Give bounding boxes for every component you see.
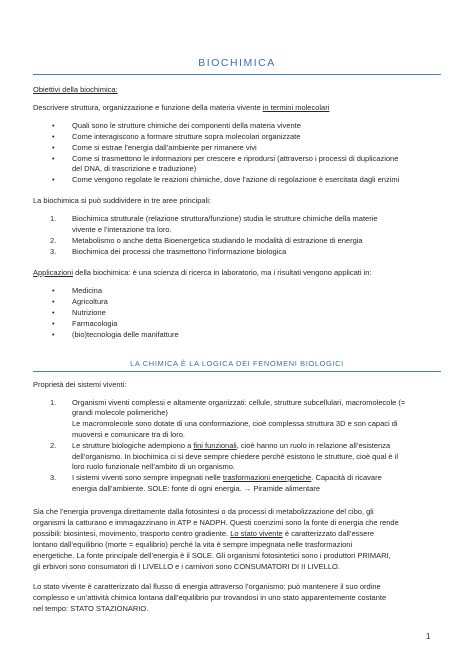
objective-item: Quali sono le strutture chimiche dei componenti della materia vivente (72, 121, 301, 130)
property-line: I sistemi viventi sono sempre impegnati nelle trasformazioni energetiche. Capacità di ricavare (72, 473, 382, 482)
list-number: 3. (50, 473, 57, 482)
document-title: BIOCHIMICA (198, 57, 276, 69)
list-number: 1. (50, 214, 57, 223)
property-line: Le macromolecole sono dotate di una conformazione, cioè complessa struttura 3D e son capaci di (72, 419, 398, 428)
bullet-marker: • (52, 308, 55, 317)
area-item: Biochimica strutturale (relazione struttura/funzione) studia le strutture chimiche della materie (72, 214, 378, 223)
list-number: 2. (50, 441, 57, 450)
application-item: (bio)tecnologia delle manifatture (72, 330, 179, 339)
section-title: LA CHIMICA È LA LOGICA DEI FENOMENI BIOLOGICI (130, 359, 344, 368)
applications-intro: Applicazioni della biochimica: è una scienza di ricerca in laboratorio, ma i risultati vengono applicati in: (33, 268, 372, 277)
bullet-marker: • (52, 330, 55, 339)
areas-intro: La biochimica si può suddividere in tre aree principali: (33, 196, 212, 205)
objective-item-continued: del DNA, di trascrizione e traduzione) (72, 164, 197, 173)
bullet-marker: • (52, 121, 55, 130)
state-paragraph-line: Lo stato vivente è caratterizzato dal flusso di energia attraverso l’organismo: può mantenere il suo ordine (33, 582, 381, 591)
area-item: Metabolismo o anche detta Bioenergetica studiando le modalità di estrazione di energia (72, 236, 363, 245)
property-line: muoversi e comunicare tra di loro. (72, 430, 185, 439)
bullet-marker: • (52, 154, 55, 163)
bullet-marker: • (52, 286, 55, 295)
bullet-marker: • (52, 319, 55, 328)
application-item: Nutrizione (72, 308, 106, 317)
bullet-marker: • (52, 132, 55, 141)
list-number: 2. (50, 236, 57, 245)
property-line: grandi molecole polimeriche) (72, 408, 168, 417)
objective-item: Come si estrae l’energia dall’ambiente per rimanere vivi (72, 143, 257, 152)
objective-item: Come interagiscono a formare strutture sopra molecolari organizzate (72, 132, 301, 141)
property-line: loro ruolo funzionale nell’ambito di un organismo. (72, 462, 236, 471)
page-number: 1 (426, 632, 431, 641)
energy-paragraph-line: Sia che l’energia provenga direttamente dalla fotosintesi o da processi di metabolizzazione del cibo, gli (33, 507, 374, 516)
application-item: Farmacologia (72, 319, 118, 328)
area-item-continued: vivente e l’interazione tra loro. (72, 225, 172, 234)
bullet-marker: • (52, 143, 55, 152)
state-paragraph-line: complesso e un’attività chimica lontana dall’equilibrio pur trovandosi in uno stato apparentemente costante (33, 593, 387, 602)
bullet-marker: • (52, 297, 55, 306)
section-divider (33, 371, 441, 372)
property-line: dell’organismo. In biochimica ci si deve sempre chiedere perché esistono le strutture, cioè qual è il (72, 452, 398, 461)
property-line: energia dall’ambiente. SOLE: fonte di ogni energia. → Piramide alimentare (72, 484, 321, 493)
energy-paragraph-line: energetiche. La fonte principale dell’energia è il SOLE. Gli organismi fotosintetici sono i produttori PRIMARI, (33, 551, 391, 560)
objective-item: Come si trasmettono le informazioni per crescere e riprodursi (attraverso i processi di duplicazione (72, 154, 399, 163)
property-line: Le strutture biologiche adempiono a fini funzionali, cioè hanno un ruolo in relazione all’esistenza (72, 441, 391, 450)
title-divider (33, 74, 441, 75)
energy-paragraph-line: organismi la catturano e immagazzinano in ATP e NADPH. Questi coenzimi sono la fonte di energia che rende (33, 518, 399, 527)
energy-paragraph-line: lontano dall’equilibrio (morte = equilibrio) perché la vita è sempre impegnata nelle trasformazioni (33, 540, 353, 549)
properties-heading: Proprietà dei sistemi viventi: (33, 380, 127, 389)
objectives-heading: Obiettivi della biochimica: (33, 85, 118, 94)
energy-paragraph-line: gli erbivori sono consumatori di I LIVELLO e i carnivori sono CONSUMATORI DI II LIVELLO. (33, 562, 340, 571)
property-line: Organismi viventi complessi e altamente organizzati: cellule, strutture subcellulari, macromolecole (= (72, 398, 406, 407)
list-number: 3. (50, 247, 57, 256)
objectives-intro: Descrivere struttura, organizzazione e funzione della materia vivente in termini molecolari (33, 103, 330, 112)
area-item: Biochimica dei processi che trasmettono l’informazione biologica (72, 247, 287, 256)
application-item: Agricoltura (72, 297, 108, 306)
energy-paragraph-line: possibili: biosintesi, movimento, trasporto contro gradiente. Lo stato vivente è caratterizzato dall’essere (33, 529, 375, 538)
list-number: 1. (50, 398, 57, 407)
application-item: Medicina (72, 286, 103, 295)
bullet-marker: • (52, 175, 55, 184)
objective-item: Come vengono regolate le reazioni chimiche, dove l’azione di regolazione è esercitata dagli enzimi (72, 175, 400, 184)
state-paragraph-line: nel tempo: STATO STAZIONARIO. (33, 604, 149, 613)
